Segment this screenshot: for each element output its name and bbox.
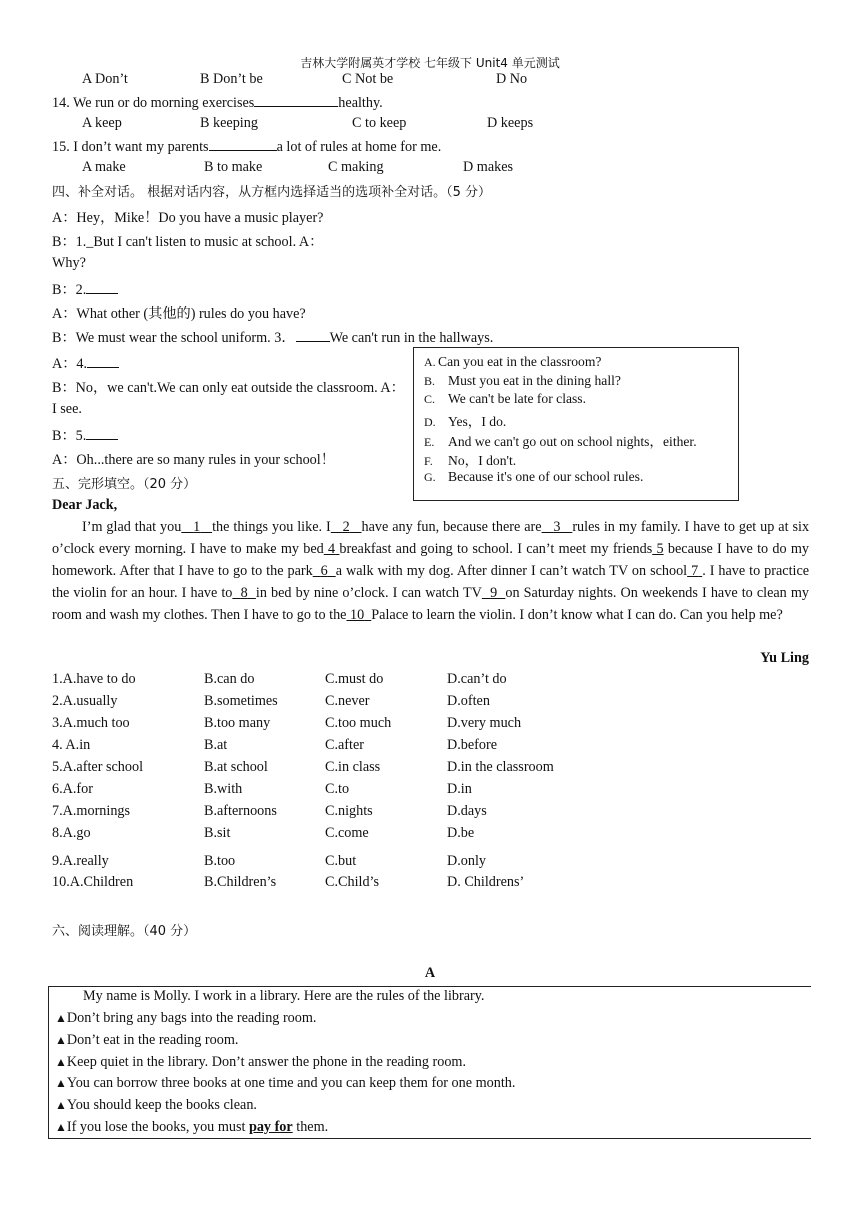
section-6-title: 六、阅读理解。（40 分） xyxy=(52,924,197,939)
option: C making xyxy=(328,159,384,175)
answer-blank xyxy=(86,426,118,440)
option: C Not be xyxy=(342,71,394,87)
option: C to keep xyxy=(352,115,407,131)
dialogue-line: A：Hey，Mike！Do you have a music player? xyxy=(52,210,324,226)
question-text: healthy. xyxy=(338,95,383,111)
box-option: F. No，I don't. xyxy=(424,453,517,468)
dialogue-line: B：No，we can't.We can only eat outside the classroom. A： xyxy=(52,380,405,396)
cloze-blank: 4 xyxy=(328,541,336,557)
dialogue-line: B：1._But I can't listen to music at school. A： xyxy=(52,234,324,250)
box-option: D. Yes，I do. xyxy=(424,414,507,429)
cloze-blank: 5 xyxy=(656,541,664,557)
question-text: 15. I don’t want my parents xyxy=(52,139,209,155)
answer-blank xyxy=(296,328,330,342)
question-14 xyxy=(52,93,383,112)
rule-item: ▲Keep quiet in the library. Don’t answer the phone in the reading room. xyxy=(55,1054,466,1070)
cloze-blank: 3 xyxy=(553,519,561,535)
rule-item: ▲You should keep the books clean. xyxy=(55,1097,257,1113)
box-option: C. We can't be late for class. xyxy=(424,391,586,406)
rule-item: ▲If you lose the books, you must pay for them. xyxy=(55,1119,329,1135)
answer-blank xyxy=(87,354,119,368)
answer-blank xyxy=(254,93,338,107)
rule-item: ▲Don’t bring any bags into the reading room. xyxy=(55,1010,317,1026)
rule-item: ▲Don’t eat in the reading room. xyxy=(55,1032,239,1048)
cloze-passage: I’m glad that you 1 the things you like. I 2 have any fun, because there are 3 rules in my family. I have to get up at six o’clock every morning. I have to make my bed 4 breakfast and going to school. I can’t meet my friends 5 because I have to do my homework. After that I have to go to the park 6 a walk with my dog. After dinner I can’t watch TV on school 7 . I have to practice the violin for an hour. I have to 8 in bed by nine o’clock. I can watch TV 9 on Saturday nights. On weekends I have to clean my room and wash my clothes. Then I have to go to the 10 Palace to learn the violin. I don’t know what I can do. Can you help me? xyxy=(52,519,810,623)
answer-blank xyxy=(209,137,277,151)
option: A keep xyxy=(82,115,122,131)
option: A Don’t xyxy=(82,71,128,87)
option: B to make xyxy=(204,159,263,175)
dialogue-line: B：We must wear the school uniform. 3． We can't run in the hallways. xyxy=(52,330,494,346)
box-option: G. Because it's one of our school rules. xyxy=(424,469,644,484)
question-15 xyxy=(52,137,441,156)
option: A make xyxy=(82,159,126,175)
cloze-blank: 9 xyxy=(490,585,498,601)
dialogue-line: B：5. xyxy=(52,425,118,445)
option: D No xyxy=(496,71,528,87)
question-text: a lot of rules at home for me. xyxy=(276,139,442,155)
box-option: B. Must you eat in the dining hall? xyxy=(424,373,621,388)
section-5-title: 五、完形填空。（20 分） xyxy=(52,477,197,492)
dialogue-line: A：Oh...there are so many rules in your school！ xyxy=(52,452,335,468)
box-option: E. And we can't go out on school nights，either. xyxy=(424,434,697,449)
option: B Don’t be xyxy=(200,71,263,87)
letter-salutation: Dear Jack, xyxy=(52,497,118,513)
box-option: A. Can you eat in the classroom? xyxy=(424,354,602,369)
library-rules-box xyxy=(48,986,811,1139)
cloze-blank: 6 xyxy=(320,563,328,579)
section-4-title: 四、补全对话。 根据对话内容，从方框内选择适当的选项补全对话。（5 分） xyxy=(52,185,492,200)
page-header: 吉林大学附属英才学校 七年级下 Unit4 单元测试 xyxy=(300,56,560,70)
letter-signature: Yu Ling xyxy=(760,650,809,666)
rule-item: ▲You can borrow three books at one time and you can keep them for one month. xyxy=(55,1075,516,1091)
dialogue-line: I see. xyxy=(52,401,82,417)
question-text: 14. We run or do morning exercises xyxy=(52,95,255,111)
cloze-blank: 7 xyxy=(691,563,699,579)
cloze-blank: 1 xyxy=(193,519,201,535)
cloze-blank: 8 xyxy=(240,585,248,601)
option: B keeping xyxy=(200,115,258,131)
passage-label: A xyxy=(424,965,436,981)
option: D makes xyxy=(463,159,514,175)
cloze-blank: 10 xyxy=(350,607,365,623)
dialogue-line: A：What other (其他的) rules do you have? xyxy=(52,306,306,322)
dialogue-line: Why? xyxy=(52,255,86,271)
dialogue-line: B：2. xyxy=(52,279,118,299)
rules-intro: My name is Molly. I work in a library. Here are the rules of the library. xyxy=(83,988,485,1004)
cloze-blank: 2 xyxy=(342,519,350,535)
dialogue-line: A：4. xyxy=(52,353,119,373)
answer-blank xyxy=(86,280,118,294)
option: D keeps xyxy=(487,115,534,131)
options-box xyxy=(413,347,739,501)
